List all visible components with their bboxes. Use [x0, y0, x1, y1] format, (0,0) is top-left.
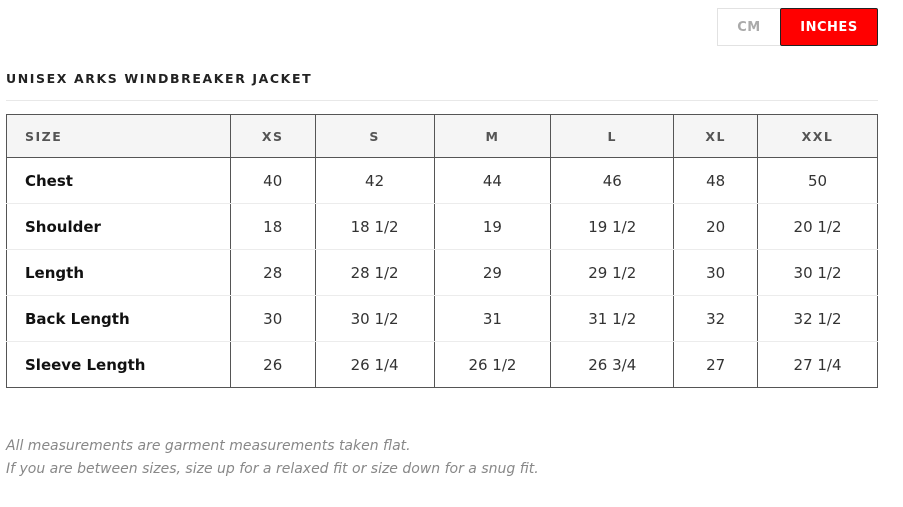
header-m: M — [434, 115, 551, 158]
table-cell: 19 — [434, 204, 551, 250]
header-l: L — [551, 115, 674, 158]
table-cell: 18 — [230, 204, 315, 250]
table-cell: 19 1/2 — [551, 204, 674, 250]
measurement-notes — [6, 435, 539, 480]
product-title: UNISEX ARKS WINDBREAKER JACKET — [6, 71, 313, 86]
table-cell: 18 1/2 — [315, 204, 434, 250]
table-cell: 27 — [674, 342, 758, 388]
header-size: SIZE — [7, 115, 231, 158]
row-label: Chest — [7, 158, 231, 204]
table-cell: 42 — [315, 158, 434, 204]
divider — [6, 100, 878, 101]
table-row-chest — [7, 158, 878, 204]
table-cell: 20 1/2 — [758, 204, 878, 250]
table-row-back-length — [7, 296, 878, 342]
row-label: Shoulder — [7, 204, 231, 250]
table-row-length — [7, 250, 878, 296]
table-cell: 30 1/2 — [315, 296, 434, 342]
table-cell: 31 1/2 — [551, 296, 674, 342]
table-cell: 32 1/2 — [758, 296, 878, 342]
header-xl: XL — [674, 115, 758, 158]
table-cell: 26 — [230, 342, 315, 388]
table-cell: 30 1/2 — [758, 250, 878, 296]
row-label: Sleeve Length — [7, 342, 231, 388]
table-cell: 28 1/2 — [315, 250, 434, 296]
row-label: Back Length — [7, 296, 231, 342]
table-cell: 20 — [674, 204, 758, 250]
table-cell: 30 — [230, 296, 315, 342]
table-cell: 46 — [551, 158, 674, 204]
inches-button[interactable]: INCHES — [780, 8, 878, 46]
table-cell: 27 1/4 — [758, 342, 878, 388]
table-cell: 40 — [230, 158, 315, 204]
table-cell: 28 — [230, 250, 315, 296]
table-cell: 50 — [758, 158, 878, 204]
table-cell: 48 — [674, 158, 758, 204]
table-cell: 29 1/2 — [551, 250, 674, 296]
size-table — [6, 114, 878, 388]
unit-toggle — [717, 8, 878, 46]
table-cell: 31 — [434, 296, 551, 342]
table-cell: 26 1/2 — [434, 342, 551, 388]
table-cell: 32 — [674, 296, 758, 342]
header-xxl: XXL — [758, 115, 878, 158]
note-line: All measurements are garment measurements taken flat. — [6, 438, 411, 454]
header-s: S — [315, 115, 434, 158]
note-line: If you are between sizes, size up for a relaxed fit or size down for a snug fit. — [6, 460, 539, 477]
table-cell: 30 — [674, 250, 758, 296]
table-header-row — [7, 115, 878, 158]
header-xs: XS — [230, 115, 315, 158]
row-label: Length — [7, 250, 231, 296]
table-row-shoulder — [7, 204, 878, 250]
table-cell: 29 — [434, 250, 551, 296]
table-cell: 44 — [434, 158, 551, 204]
table-cell: 26 1/4 — [315, 342, 434, 388]
cm-button[interactable]: CM — [717, 8, 780, 46]
table-row-sleeve-length — [7, 342, 878, 388]
table-cell: 26 3/4 — [551, 342, 674, 388]
